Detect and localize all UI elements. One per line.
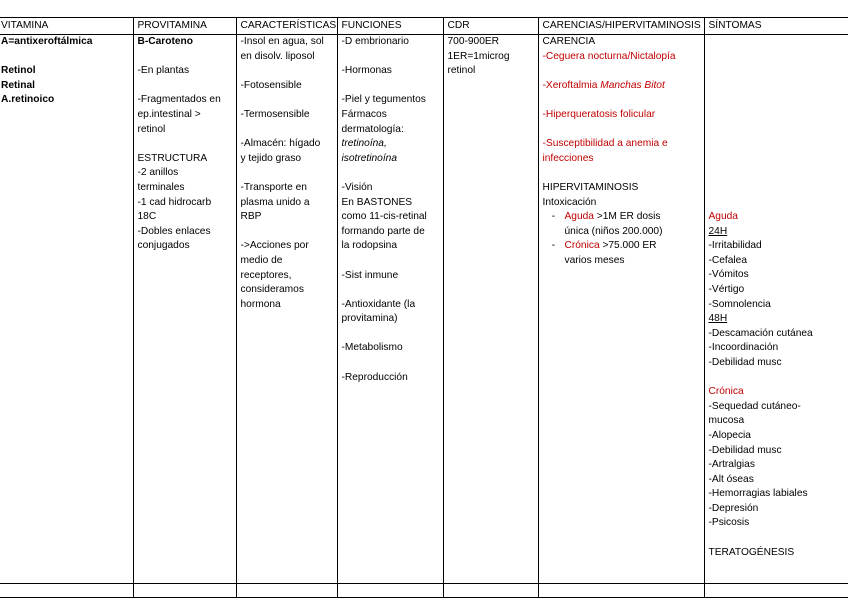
provitamin-absorption: -Fragmentados en (137, 94, 221, 106)
char-actions: consideramos (240, 284, 304, 296)
carencia-susceptibilidad: -Susceptibilidad a anemia e (542, 138, 668, 150)
symptom-item: -Descamación cutánea (708, 327, 813, 339)
cell-vitamina (0, 35, 133, 584)
structure-item: -2 anillos (137, 167, 179, 179)
empty-cell (443, 584, 538, 598)
empty-cell (0, 584, 133, 598)
sintomas-spacer (709, 35, 847, 210)
char-transport: RBP (240, 211, 262, 223)
symptom-item: -Incoordinación (708, 342, 779, 354)
cdr-value: 700-900ER (447, 36, 500, 47)
symptom-item: -Alopecia (708, 429, 751, 441)
func-antiox: provitamina) (341, 313, 398, 325)
func-vision: -Visión (341, 181, 373, 193)
carencia-xeroftalmia (543, 79, 702, 94)
func-metab: -Metabolismo (341, 342, 403, 354)
bullet-mark: - (551, 211, 556, 223)
hiper-cronica (543, 239, 702, 268)
carencia-hiperqueratosis: -Hiperqueratosis folicular (542, 108, 656, 120)
empty-cell (538, 584, 704, 598)
symptom-item: -Depresión (708, 502, 759, 514)
structure-item: terminales (137, 181, 185, 193)
char-photo: -Fotosensible (240, 79, 302, 91)
vitamin-form: A.retinoico (1, 94, 55, 106)
func-immune: -Sist inmune (341, 269, 399, 281)
cell-caracteristicas (236, 35, 337, 584)
empty-cell (236, 584, 337, 598)
symptom-item: -Psicosis (708, 517, 750, 529)
char-storage: y tejido graso (240, 152, 302, 164)
cronica-text: >75.000 ER (599, 240, 657, 252)
cronica-text: varios meses (564, 254, 625, 266)
func-skin: dermatología: (341, 123, 404, 135)
symptom-item: -Artralgias (708, 459, 755, 471)
char-transport: plasma unido a (240, 196, 310, 208)
vitamin-a-row (0, 35, 848, 584)
aguda-text: >1M ER dosis (593, 211, 661, 223)
structure-item: 18C (137, 211, 157, 223)
char-storage: -Almacén: hígado (240, 138, 321, 150)
symptom-item: -Debilidad musc (708, 444, 782, 456)
char-actions: hormona (240, 298, 281, 310)
func-vision: En BASTONES (341, 196, 413, 208)
empty-cell (133, 584, 236, 598)
header-cdr: CDR (443, 18, 538, 35)
func-hormones: -Hormonas (341, 65, 392, 77)
empty-cell (337, 584, 443, 598)
symptom-item: -Vómitos (708, 269, 749, 281)
header-row (0, 18, 848, 35)
vitamin-form: Retinal (1, 79, 35, 91)
char-actions: ->Acciones por (240, 240, 309, 252)
sintomas-cronica-title: Crónica (708, 386, 744, 398)
hiper-intox: Intoxicación (542, 196, 597, 208)
func-vision: como 11-cis-retinal (341, 211, 427, 223)
header-sintomas: SÍNTOMAS (704, 18, 848, 35)
sintomas-24h: 24H (708, 225, 728, 237)
char-thermo: -Termosensible (240, 108, 310, 120)
header-funciones: FUNCIONES (337, 18, 443, 35)
empty-cell (704, 584, 848, 598)
provitamin-absorption: ep.intestinal > (137, 108, 201, 120)
char-actions: medio de (240, 254, 283, 266)
header-caracteristicas: CARACTERÍSTICAS (236, 18, 337, 35)
cell-sintomas (704, 35, 848, 584)
func-repro: -Reproducción (341, 371, 408, 383)
cell-funciones (337, 35, 443, 584)
symptom-item: mucosa (708, 415, 745, 427)
cell-cdr (443, 35, 538, 584)
hiper-aguda (543, 210, 702, 239)
symptom-item: -Cefalea (708, 254, 748, 266)
structure-title: ESTRUCTURA (137, 152, 208, 164)
char-actions: receptores, (240, 269, 292, 281)
empty-row (0, 584, 848, 598)
symptom-item: -Debilidad musc (708, 356, 782, 368)
func-drug: tretinoína, (341, 138, 387, 150)
char-transport: -Transporte en (240, 181, 307, 193)
structure-item: -1 cad hidrocarb (137, 196, 212, 208)
cdr-value: retinol (447, 65, 476, 77)
sintomas-aguda-title: Aguda (708, 211, 738, 222)
bullet-mark: - (551, 240, 556, 252)
func-vision: la rodopsina (341, 240, 398, 252)
char-solubility: -Insol en agua, sol (240, 36, 324, 47)
symptom-item: -Alt óseas (708, 473, 754, 485)
func-antiox: -Antioxidante (la (341, 298, 416, 310)
func-skin: Fármacos (341, 108, 387, 120)
carencia-susceptibilidad: infecciones (542, 152, 594, 164)
header-carencias: CARENCIAS/HIPERVITAMINOSIS (538, 18, 704, 35)
symptom-item: -Hemorragias labiales (708, 488, 808, 500)
cronica-label: Crónica (564, 240, 600, 252)
sintomas-48h: 48H (708, 313, 728, 325)
provitamin-absorption: retinol (137, 123, 166, 135)
aguda-text: única (niños 200.000) (564, 225, 663, 237)
sintomas-teratogenesis: TERATOGÉNESIS (708, 546, 795, 558)
symptom-item: -Somnolencia (708, 298, 771, 310)
char-solubility: en disolv. liposol (240, 50, 315, 62)
header-provitamina: PROVITAMINA (133, 18, 236, 35)
provitamin-origin: -En plantas (137, 65, 190, 77)
func-skin: -Piel y tegumentos (341, 94, 426, 106)
vitamin-name: A=antixeroftálmica (1, 36, 93, 47)
hiper-title: HIPERVITAMINOSIS (542, 181, 639, 193)
symptom-item: -Sequedad cutáneo- (708, 400, 801, 412)
manchas-bitot: Manchas Bitot (600, 79, 665, 91)
symptom-item: -Vértigo (708, 283, 745, 295)
func-vision: formando parte de (341, 225, 425, 237)
symptom-item: -Irritabilidad (708, 240, 762, 252)
carencia-ceguera: -Ceguera nocturna/Nictalopía (542, 50, 676, 62)
vitamin-form: Retinol (1, 65, 36, 77)
header-vitamina: VITAMINA (0, 18, 133, 35)
provitamin-name: B-Caroteno (137, 36, 193, 47)
structure-item: -Dobles enlaces (137, 225, 211, 237)
xeroftalmia-label: -Xeroftalmia (542, 79, 601, 91)
func-embryo: -D embrionario (341, 36, 409, 47)
aguda-label: Aguda (564, 211, 594, 223)
cdr-value: 1ER=1microg (447, 50, 510, 62)
cell-carencias (538, 35, 704, 584)
carencia-title: CARENCIA (542, 36, 596, 47)
cell-provitamina (133, 35, 236, 584)
func-drug: isotretinoína (341, 152, 397, 164)
vitamin-table (0, 17, 848, 598)
structure-item: conjugados (137, 240, 190, 252)
